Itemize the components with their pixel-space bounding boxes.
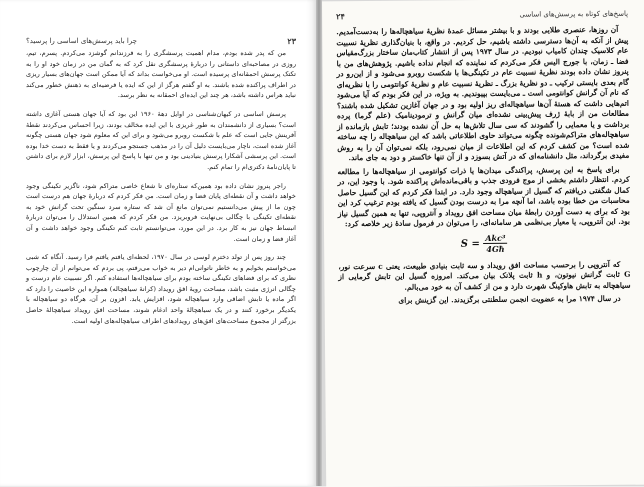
paragraph: آن روزها، عنصری طلایی بودند و با بیشتر مسائل عمدهٔ نظریهٔ سیاهچاله‌ها را به‌دست‌آمدیم. پیش از آنکه به آن‌ها دسترسی داشته باشیم، حل کردیم. در واقع، با بنیان‌گذاری نظریهٔ نسبیت عام کلاسیک چندان کامیاب نبودیم. در سال ۱۹۷۳ پس از انتشار کتاب‌مان ساختار بزرگ‌مقیاس فضا ـ زمان، با جورج الیس فکر می‌کردم که نماینده که انجام نداده باشیم. پژوهش‌های من با پنروز نشان داده بودند نظریهٔ نسبیت عام در تکینگی‌ها با شکست روبرو می‌شود و از این‌رو در گام بعدی بایستی ترکیب ـ دو نظریهٔ بزرگ ـ نظریهٔ نسبیت عام و نظریهٔ کوانتومی را با نظریه‌ای که نام ‌آن گرانش کوانتومی است ـ می‌بایست بپیوندیم. به ویژه، در این فکر بودم که آیا می‌شود اتم‌هایی داشت که هستهٔ آن‌ها سیاهچاله‌ای ریز اولیه بود و در جهان آغازین تشکیل شده باشند؟ مطالعات من از بابهٔ ژرف پیش‌بینی نشده‌ای میان گرانش و ترمودینامیک (علم گرما) پرده برداشت و یا معمایی را گشودند که سی سال تلاش‌ها به حل آن نشده بودند؛ تابش بازمانده از سیاهچاله‌های متراکم‌شونده چگونه می‌تواند حاوی اطلاعاتی باشد که این سیاهچاله را چه ساخته شده است؟ من کشف کردم که این اطلاعات از میان نمی‌رود، بلکه نمی‌توان آن را به روش مفیدی برگرداند، مثل دانشنامه‌ای که در آتش بسوزد و از آن تنها خاکستر و دود به جای ماند. bbox=[336, 24, 630, 163]
running-title: چرا باید پرسش‌های اساسی را پرسید؟ bbox=[26, 37, 138, 45]
formula-lhs: S bbox=[460, 238, 469, 250]
formula-numerator: Akc³ bbox=[483, 232, 507, 244]
page-number: ۲۴ bbox=[336, 11, 345, 22]
formula-denominator: 4Għ bbox=[486, 243, 505, 254]
right-page-body bbox=[336, 25, 630, 307]
paragraph: که آنتروپی را برحسب مساحت افق رویداد و سه ثابت بنیادی طبیعت، یعنی c سرعت نور، G ثابت گرانش نیوتون، و h ثابت پلانک بیان می‌کند. امروزه گسیل این تابش گرمایی از سیاهچاله به تابش هاوکینگ شهرت دارد و من از کشف آن به خود می‌بالم. bbox=[338, 259, 631, 292]
paragraph: من که پدر شده بودم، مدام اهمیت پرسشگری را به فرزندانم گوشزد می‌کردم. پسرم، تیم، روزی در مصاحبه‌ای داستانی را دربارهٔ پرسشگری نقل کرد که به گمان من در زمان خود او را به تکتک پرسش احمقانه‌ای پرسیده است. او می‌خواست بداند که آیا ممکن است جهان‌های بسیار ریزی در اطراف پراکنده شده باشند. به او گفتم هرگز از این که ایده یا فرضیه‌ای به ذهنش خطور می‌کند نباید هراس داشته باشد، هر چند این ایده‌ای احمقانه به نظر برسد. bbox=[26, 49, 296, 100]
paragraph: پرسش اساسی در کیهان‌شناسی در اوایل دههٔ ۱۹۶۰ این بود که آیا جهان هستی آغازی داشته است؟ بسیاری از دانشمندان به طور غریزی با این ایده مخالف بودند، زیرا احساس می‌کردند نقطهٔ آفرینش جایی است که علم با شکست روبرو می‌شود و برای این که معلوم شود جهان هستی چگونه آغاز شده است، ناچار می‌بایست دلیل آن را در مذهب جستجو می‌کردند و یا فقط به دست خدا بوده است. این پرسشی آشکارا پرسش بنیادینی بود و من تنها با پاسخ این پرسش، ابزار لازم برای داشتن تا پایان‌نامهٔ دکتری‌ام را تمام کنم. bbox=[26, 109, 296, 171]
left-page bbox=[0, 0, 316, 486]
paragraph: برای پاسخ به این پرسش، پراکندگی میدان‌ها یا ذرات کوانتومی از سیاهچاله‌ها را مطالعه کردم. انتظار داشتم بخشی از موج فرودی جذب و باقی‌مانده‌اش پراکنده شود. با وجود این، در کمال شگفتی دریافتم که گسیل از سیاهچاله وجود دارد. در ابتدا فکر کردم که این گسیل حاصل محاسبات من خطا بوده باشد، اما آنچه مرا به درست بودن گسیل که یافته بودم ترغیب کرد این بود که برای به دست آوردن رابطهٔ میان مساحت افق رویداد و آنتروپی، تنها به همین گسیل نیاز بود. این آنتروپی، یا معیار بی‌نظمی هر سامانه‌ای، را می‌توان در فرمول سادهٔ زیر خلاصه کرد: bbox=[337, 164, 630, 229]
paragraph: چند روز پس از تولد دخترم لوسی در سال ۱۹۷۰، لحظه‌ای یافتم یافتم فرا رسید. آنگاه که شبی می‌خواستم بخوابم و به خاطر ناتوانی‌ام دیر به خواب می‌رفتم، پی بردم که می‌توانم از آن چارچوب نظری که برای فضاهای تکینگی ساخته بودم برای سیاهچاله‌ها استفاده کنم. اگر نسبیت عام درست و چگالی انرژی مثبت باشد، مساحت رویهٔ افق رویداد (کرانهٔ سیاهچاله) همواره این خاصیت را دارد که اگر ماده یا تابش اضافی وارد سیاهچاله شود، افزایش یابد. افزون بر آن، هرگاه دو سیاهچاله با یکدیگر برخورد کنند و در یک سیاهچالهٔ واحد ادغام شوند، مساحت افق رویداد سیاهچالهٔ حاصل بزرگتر از مجموع مساحت‌های افق‌های رویدادهای اطراف سیاهچاله‌های اولیه است. bbox=[26, 253, 296, 325]
paragraph: در سال ۱۹۷۴ مرا به عضویت انجمن سلطنتی برگزیدند. این گزینش برای bbox=[398, 293, 621, 305]
page-shadow bbox=[306, 0, 316, 486]
entropy-formula bbox=[338, 231, 630, 256]
book-gutter bbox=[316, 0, 322, 486]
right-page-header bbox=[336, 9, 628, 22]
page-number: ۲۳ bbox=[287, 36, 296, 46]
formula-fraction bbox=[483, 232, 507, 254]
left-page-body bbox=[26, 48, 296, 326]
paragraph: راجر پنروز نشان داده بود همین‌که ستاره‌ای تا شعاع خاصی متراکم شود، ناگزیر تکینگی وجود خواهد داشت و آن نقطه‌ای پایان فضا و زمان است. من فکر کردم که دربارهٔ جهان هم درست است چون ما از پیش می‌دانستیم نمی‌توان مانع آن شد که ستاره سرد سنگین تحت گرانش خود به نقطه‌ای تکینگی با چگالی بی‌نهایت فروبریزد. من فکر کردم که همین استدلال را می‌توان دربارهٔ انبساط جهان نیز به کار برد. در این مورد، می‌توانستم ثابت کنم تکینگی وجود خواهد داشت و آن آغاز فضا و زمان است. bbox=[26, 181, 296, 243]
right-page bbox=[322, 0, 644, 487]
left-page-header bbox=[26, 36, 296, 46]
running-title: پاسخ‌های کوتاه به پرسش‌های اساسی bbox=[519, 9, 629, 19]
formula-equals: = bbox=[471, 238, 480, 250]
